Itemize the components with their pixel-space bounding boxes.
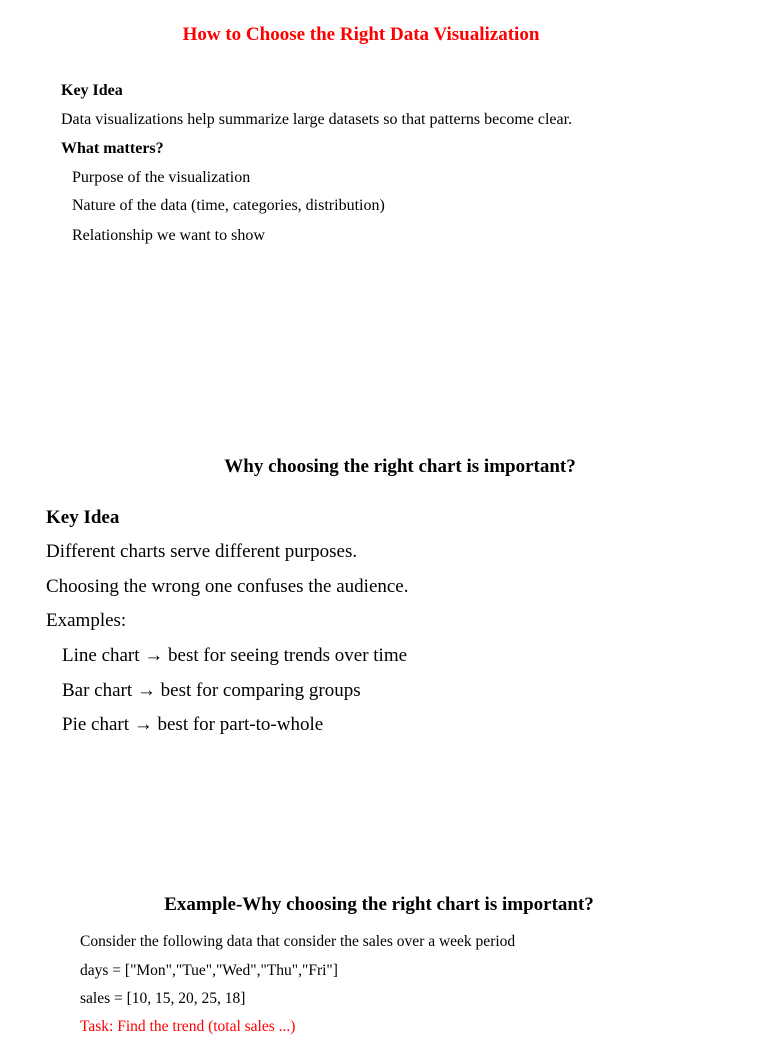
slide2-example-pie-chart: Pie chart → best for part-to-whole (62, 714, 324, 735)
slide1-key-idea-heading: Key Idea (61, 82, 123, 99)
slide1-item-purpose: Purpose of the visualization (72, 169, 251, 186)
slide1-item-nature: Nature of the data (time, categories, distribution) (72, 197, 385, 214)
slide3-days-code: days = ["Mon","Tue","Wed","Thu","Fri"] (80, 962, 338, 979)
slide2-line-wrong-choice: Choosing the wrong one confuses the audience. (46, 576, 409, 597)
slide1-what-matters-heading: What matters? (61, 140, 164, 157)
slide2-example-line-chart: Line chart → best for seeing trends over time (62, 645, 408, 666)
slide1-item-relationship: Relationship we want to show (72, 227, 265, 244)
slide3-title: Example-Why choosing the right chart is important? (164, 894, 594, 915)
slide3-intro-text: Consider the following data that consider the sales over a week period (80, 933, 516, 950)
slide2-example-bar-chart: Bar chart → best for comparing groups (62, 680, 361, 701)
slide2-title: Why choosing the right chart is important? (224, 456, 576, 477)
slide1-key-idea-text: Data visualizations help summarize large datasets so that patterns become clear. (61, 111, 573, 128)
slide3-sales-code: sales = [10, 15, 20, 25, 18] (80, 990, 246, 1007)
slide2-line-examples: Examples: (46, 610, 127, 631)
slide2-key-idea-heading: Key Idea (46, 507, 120, 528)
slide3-task-text: Task: Find the trend (total sales ...) (80, 1018, 296, 1035)
slide2-line-purposes: Different charts serve different purposes. (46, 541, 358, 562)
slide1-title: How to Choose the Right Data Visualization (182, 24, 540, 45)
